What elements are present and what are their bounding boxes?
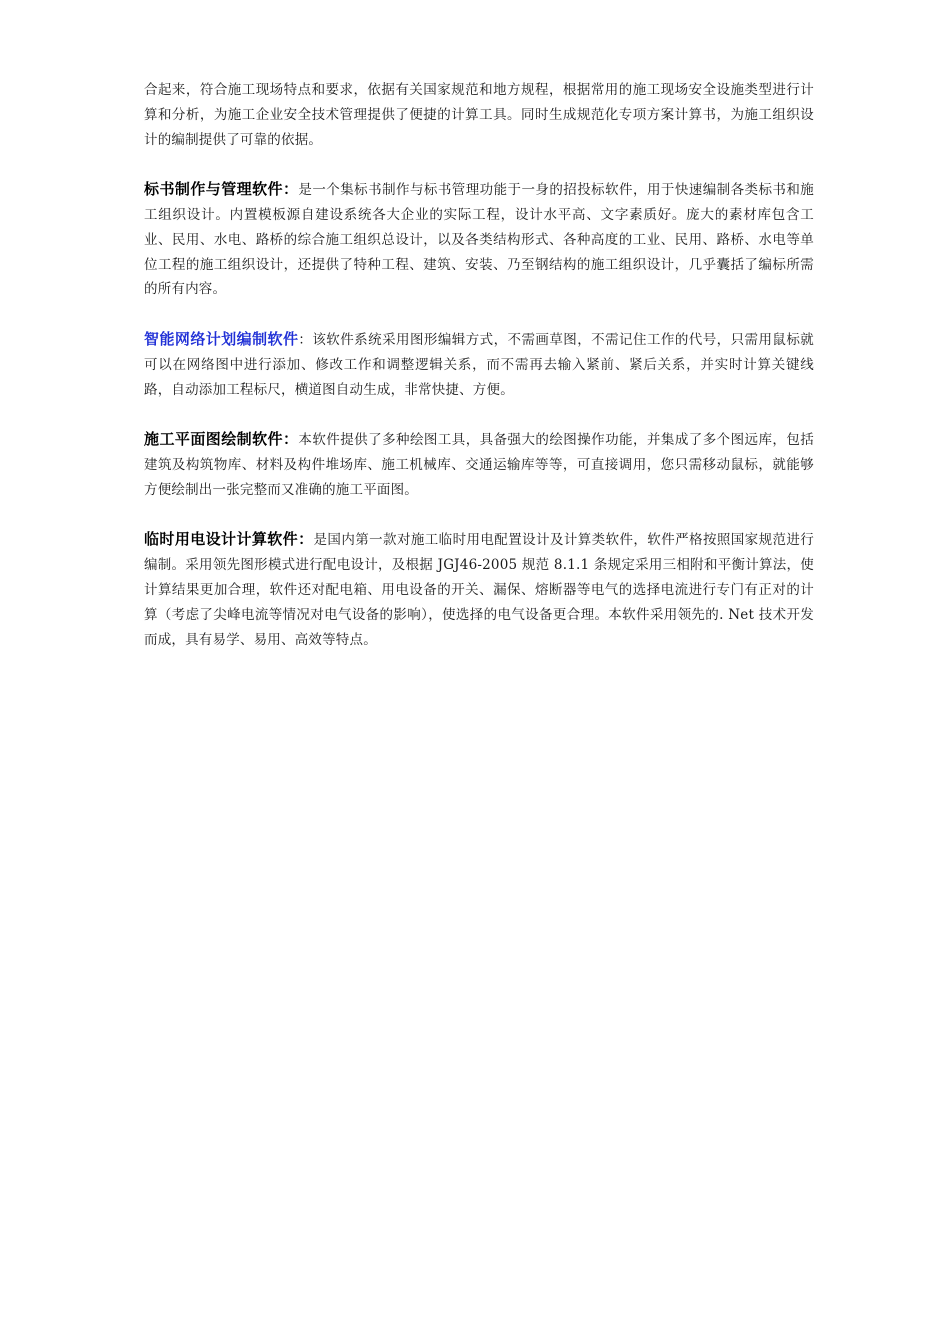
- document-page: [144, 78, 814, 677]
- section-body: 是国内第一款对施工临时用电配置设计及计算类软件，软件严格按照国家规范进行编制。采用领先图形模式进行配电设计，及根据 JGJ46-2005 规范 8.1.1 条规定采用三相附和平衡计算法，使计算结果更加合理，软件还对配电箱、用电设备的开关、漏保、熔断器等电气的选择电流进行专门有正对的计算（考虑了尖峰电流等情况对电气设备的影响），使选择的电气设备更合理。本软件采用领先的. Net 技术开发而成，具有易学、易用、高效等特点。: [144, 532, 814, 648]
- section-title: 临时用电设计计算软件：: [144, 530, 314, 549]
- section-title: 施工平面图绘制软件：: [144, 430, 299, 449]
- section-title: 标书制作与管理软件：: [144, 180, 299, 199]
- section-network-plan-software: [144, 327, 814, 402]
- section-site-plan-software: [144, 427, 814, 502]
- section-bid-software: [144, 177, 814, 302]
- section-body: 是一个集标书制作与标书管理功能于一身的招投标软件，用于快速编制各类标书和施工组织设计。内置模板源自建设系统各大企业的实际工程，设计水平高、文字素质好。庞大的素材库包含工业、民用、水电、路桥的综合施工组织总设计，以及各类结构形式、各种高度的工业、民用、路桥、水电等单位工程的施工组织设计，还提供了特种工程、建筑、安装、乃至钢结构的施工组织设计，几乎囊括了编标所需的所有内容。: [144, 182, 814, 298]
- section-body: ：该软件系统采用图形编辑方式，不需画草图，不需记住工作的代号，只需用鼠标就可以在网络图中进行添加、修改工作和调整逻辑关系，而不需再去输入紧前、紧后关系，并实时计算关键线路，自动添加工程标尺，横道图自动生成，非常快捷、方便。: [144, 331, 814, 398]
- section-title-link[interactable]: 智能网络计划编制软件: [144, 329, 299, 348]
- section-body: 本软件提供了多种绘图工具，具备强大的绘图操作功能，并集成了多个图远库，包括建筑及构筑物库、材料及构件堆场库、施工机械库、交通运输库等等，可直接调用，您只需移动鼠标，就能够方便绘制出一张完整而又准确的施工平面图。: [144, 432, 814, 498]
- section-temp-power-software: [144, 527, 814, 652]
- intro-paragraph: 合起来，符合施工现场特点和要求，依据有关国家规范和地方规程，根据常用的施工现场安全设施类型进行计算和分析，为施工企业安全技术管理提供了便捷的计算工具。同时生成规范化专项方案计算书，为施工组织设计的编制提供了可靠的依据。: [144, 82, 814, 148]
